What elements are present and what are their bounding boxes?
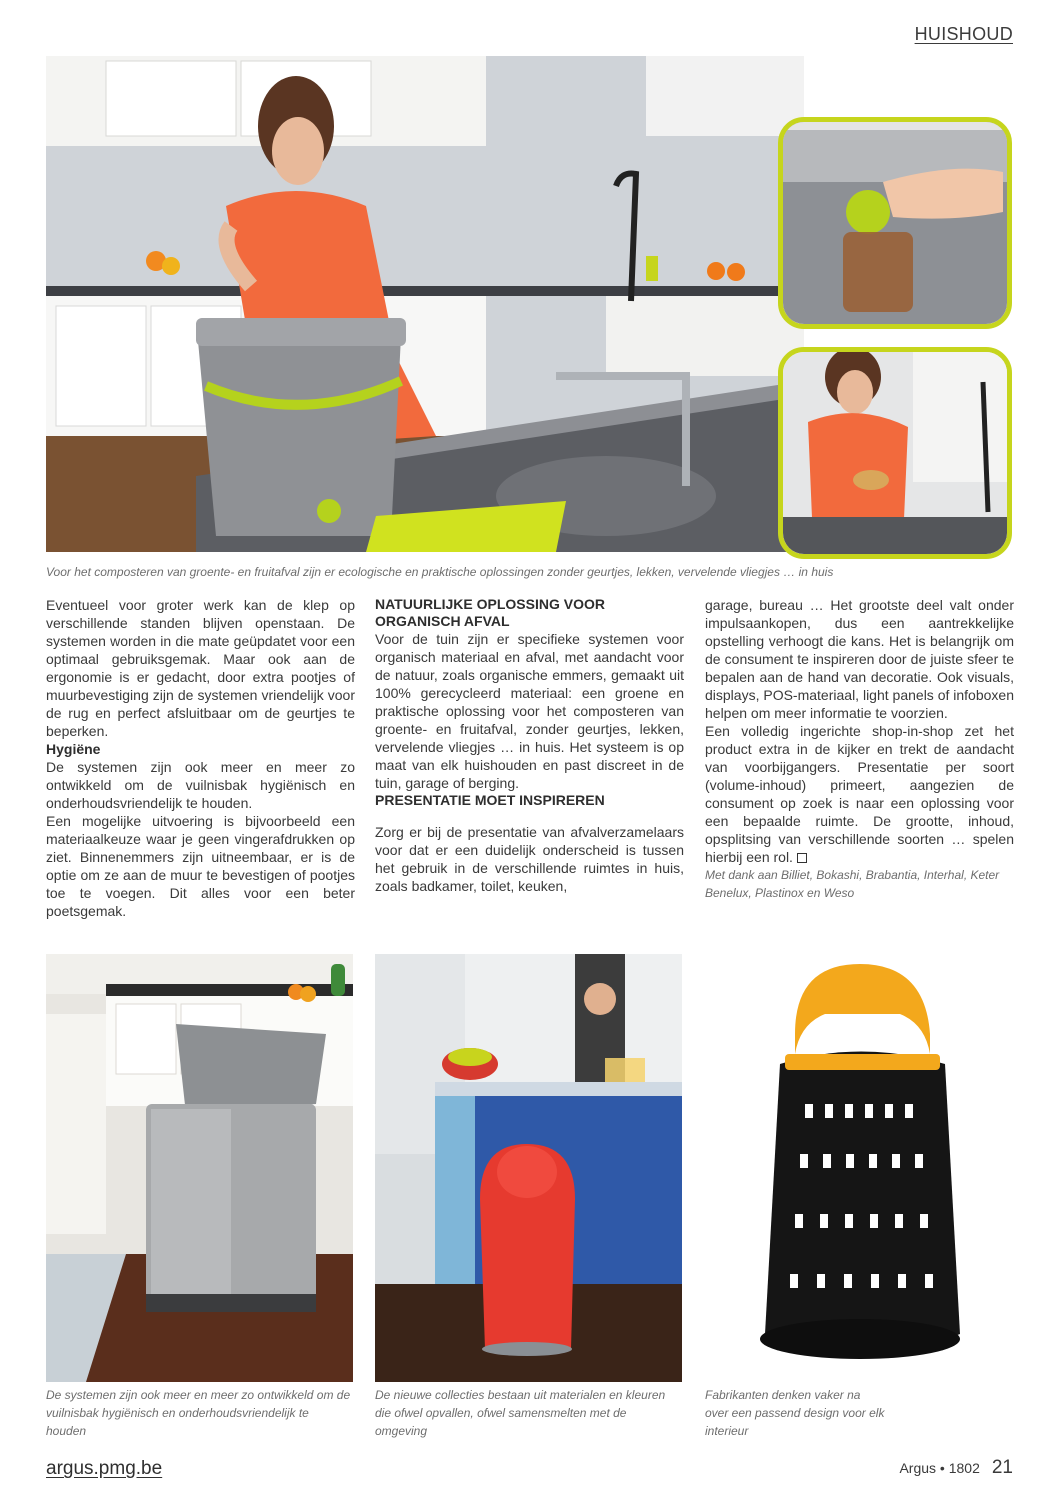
footer-issue-info (899, 1457, 1013, 1479)
photo-yellow-black-bag-holder (705, 954, 1012, 1382)
subheading-hygiene: Hygiëne (46, 741, 101, 757)
column-2-body-1: Voor de tuin zijn er specifieke systemen voor organisch materiaal en afval, met aandacht voor de natuur, zoals organische emmers, gemaakt uit 100% gerecycleerd materiaal: een groene en praktische oplossing voor het composteren van groente- en fruitafval, zonder geurtjes, lekken, vervelende vliegjes … in huis. Het systeem is op maat van elk huishouden en past discreet in de tuin, garage of berging. (375, 631, 684, 791)
issue-label: Argus • 1802 (899, 1460, 980, 1476)
text-column-2 (375, 596, 684, 895)
photo-stainless-steel-bin (46, 954, 353, 1382)
heading-presentation: PRESENTATIE MOET INSPIREREN (375, 792, 605, 808)
square-end-mark-icon (797, 853, 807, 863)
caption-left-photo: De systemen zijn ook meer en meer zo ontwikkeld om de vuilnisbak hygiënisch en onderhoudsvriendelijk te houden (46, 1388, 351, 1438)
caption-right-photo: Fabrikanten denken vaker na over een passend design voor elk interieur (705, 1388, 885, 1438)
caption-middle-photo: De nieuwe collecties bestaan uit materialen en kleuren die ofwel opvallen, ofwel samensmelten met de omgeving (375, 1388, 666, 1438)
column-1-intro: Eventueel voor groter werk kan de klep op verschillende standen blijven openstaan. De systemen worden in die mate geüpdatet voor een optimaal gebruiksgemak. Maar ook aan de ergonomie is er gedacht, door extra pootjes of muurbevestiging zijn de systemen vriendelijk voor de rug en perfect afsluitbaar om de geurtjes te beperken. (46, 597, 355, 739)
page-number: 21 (991, 1457, 1013, 1478)
section-label: HUISHOUD (914, 24, 1013, 44)
column-3-body-2: Een volledig ingerichte shop-in-shop zet het product extra in de kijker en trekt de aandacht van voorbijgangers. Presentatie per soort (volume-inhoud) primeert, aangezien de consument op zoek is naar een oplossing voor een bepaalde ruimte. De grootte, inhoud, opsplitsing van verschillende soorten … spelen hierbij een rol. (705, 723, 1014, 865)
text-column-1 (46, 596, 355, 920)
heading-natural-solution: NATUURLIJKE OPLOSSING VOOR ORGANISCH AFVAL (375, 596, 605, 629)
inset-photo-woman-pouring (778, 347, 1012, 559)
footer-website-link[interactable]: argus.pmg.be (46, 1458, 163, 1479)
column-3-body-2-wrapper (705, 722, 1014, 866)
inset-photo-tap-detail (778, 117, 1012, 329)
hero-photo-compost-bin (46, 56, 804, 552)
column-3-body-1: garage, bureau … Het grootste deel valt onder impulsaankopen, dus een aantrekkelijke opstelling verhoogt die kans. Het is belangrijk om de consument te inspireren door de juiste sfeer te bepalen aan de hand van decoratie. Ook visuals, displays, POS-materiaal, light panels of infoboxen helpen om meer informatie te voorzien. (705, 597, 1014, 721)
column-1-body-1: De systemen zijn ook meer en meer zo ontwikkeld om de vuilnisbak hygiënisch en onderhoudsvriendelijk te houden. (46, 759, 355, 811)
photo-red-pedal-bin (375, 954, 682, 1382)
column-1-body-2: Een mogelijke uitvoering is bijvoorbeeld een materiaalkeuze waar je geen vingerafdrukken op ziet. Binnenemmers zijn uitneembaar, er is de optie om ze aan de muur te bevestigen of pootjes toe te voegen. Dit alles voor een beter poetsgemak. (46, 813, 355, 919)
text-column-3 (705, 596, 1014, 902)
hero-caption: Voor het composteren van groente- en fruitafval zijn er ecologische en praktische oplossingen zonder geurtjes, lekken, vervelende vliegjes … in huis (46, 565, 834, 579)
acknowledgement: Met dank aan Billiet, Bokashi, Brabantia, Interhal, Keter Benelux, Plastinox en Weso (705, 868, 1000, 900)
column-2-body-2: Zorg er bij de presentatie van afvalverzamelaars voor dat er een duidelijk onderscheid is tussen het gebruik in de verschillende ruimtes in huis, zoals badkamer, toilet, keuken, (375, 824, 684, 894)
